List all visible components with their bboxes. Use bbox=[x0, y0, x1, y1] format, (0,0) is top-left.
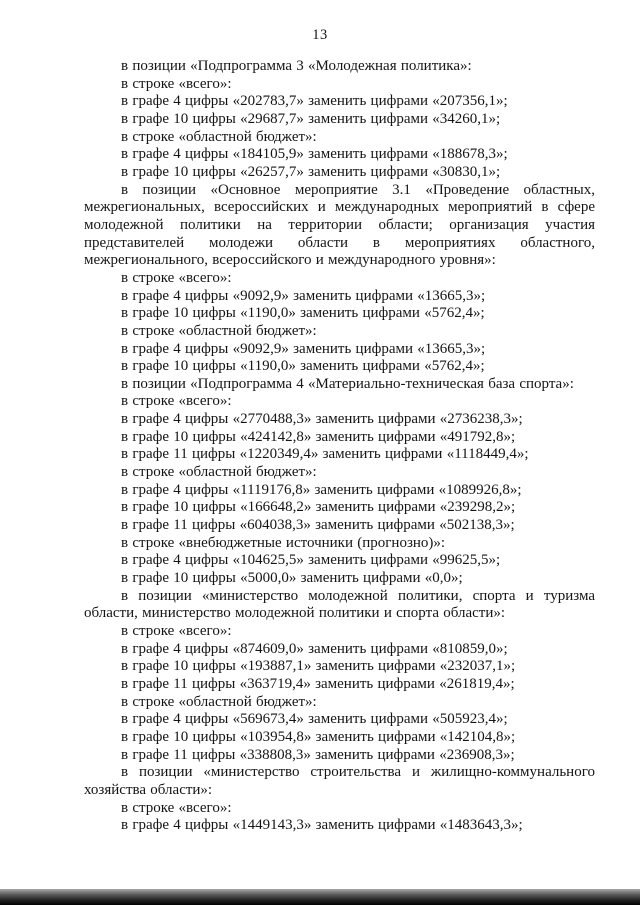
paragraph: в графе 4 цифры «1449143,3» заменить цифрами «1483643,3»; bbox=[121, 817, 523, 834]
paragraph: в графе 4 цифры «184105,9» заменить цифрами «188678,3»; bbox=[121, 146, 508, 163]
paragraph: в строке «внебюджетные источники (прогнозно)»: bbox=[121, 534, 446, 551]
paragraph: в строке «всего»: bbox=[121, 269, 232, 286]
scan-edge-artifact bbox=[0, 889, 640, 905]
paragraph: в графе 10 цифры «166648,2» заменить цифрами «239298,2»; bbox=[121, 499, 516, 516]
paragraph: в позиции «министерство строительства и жилищно-коммунального хозяйства области»: bbox=[84, 764, 595, 798]
paragraph: в графе 4 цифры «569673,4» заменить цифрами «505923,4»; bbox=[121, 711, 508, 728]
paragraph: в графе 10 цифры «424142,8» заменить цифрами «491792,8»; bbox=[121, 428, 516, 445]
paragraph: в графе 4 цифры «1119176,8» заменить цифрами «1089926,8»; bbox=[121, 481, 522, 498]
paragraph: в графе 11 цифры «363719,4» заменить цифрами «261819,4»; bbox=[121, 675, 515, 692]
paragraph: в графе 11 цифры «604038,3» заменить цифрами «502138,3»; bbox=[121, 517, 515, 534]
paragraph: в строке «областной бюджет»: bbox=[121, 693, 317, 710]
paragraph: в строке «областной бюджет»: bbox=[121, 322, 317, 339]
paragraph: в графе 11 цифры «338808,3» заменить цифрами «236908,3»; bbox=[121, 746, 515, 763]
paragraph: в строке «всего»: bbox=[121, 75, 232, 92]
paragraph: в позиции «министерство молодежной политики, спорта и туризма области, министерство молодежной политики и спорта области»: bbox=[84, 587, 595, 622]
page-number: 13 bbox=[312, 27, 328, 43]
paragraph: в графе 11 цифры «1220349,4» заменить цифрами «1118449,4»; bbox=[121, 446, 529, 463]
document-body bbox=[84, 58, 595, 835]
paragraph: в графе 10 цифры «103954,8» заменить цифрами «142104,8»; bbox=[121, 728, 516, 745]
paragraph: в графе 10 цифры «26257,7» заменить цифрами «30830,1»; bbox=[121, 163, 501, 180]
paragraph: в графе 4 цифры «9092,9» заменить цифрами «13665,3»; bbox=[121, 287, 486, 304]
paragraph: в строке «областной бюджет»: bbox=[121, 464, 317, 481]
paragraph: в графе 10 цифры «1190,0» заменить цифрами «5762,4»; bbox=[121, 305, 485, 322]
paragraph: в строке «всего»: bbox=[121, 393, 232, 410]
paragraph: в строке «областной бюджет»: bbox=[121, 128, 317, 145]
paragraph: в строке «всего»: bbox=[121, 799, 232, 816]
paragraph: в строке «всего»: bbox=[121, 623, 232, 639]
paragraph: в графе 10 цифры «1190,0» заменить цифрами «5762,4»; bbox=[121, 358, 485, 375]
paragraph: в графе 10 цифры «193887,1» заменить цифрами «232037,1»; bbox=[121, 658, 516, 675]
paragraph: в позиции «Основное мероприятие 3.1 «Проведение областных, межрегиональных, всероссийских и международных мероприятий в сфере молодежной политики на территории области; организация участия представителей молодежи области в мероприятиях областного, межрегионального, всероссийского и международного уровня»: bbox=[84, 181, 595, 269]
paragraph: в графе 10 цифры «5000,0» заменить цифрами «0,0»; bbox=[121, 570, 463, 587]
paragraph: в графе 10 цифры «29687,7» заменить цифрами «34260,1»; bbox=[121, 110, 501, 127]
paragraph: в графе 4 цифры «104625,5» заменить цифрами «99625,5»; bbox=[121, 552, 501, 569]
paragraph: в позиции «Подпрограмма 4 «Материально-техническая база спорта»: bbox=[121, 375, 574, 392]
paragraph: в графе 4 цифры «9092,9» заменить цифрами «13665,3»; bbox=[121, 340, 486, 357]
paragraph: в графе 4 цифры «874609,0» заменить цифрами «810859,0»; bbox=[121, 640, 508, 657]
paragraph: в графе 4 цифры «202783,7» заменить цифрами «207356,1»; bbox=[121, 93, 508, 110]
paragraph: в графе 4 цифры «2770488,3» заменить цифрами «2736238,3»; bbox=[121, 411, 523, 428]
paragraph: в позиции «Подпрограмма 3 «Молодежная политика»: bbox=[121, 58, 472, 74]
